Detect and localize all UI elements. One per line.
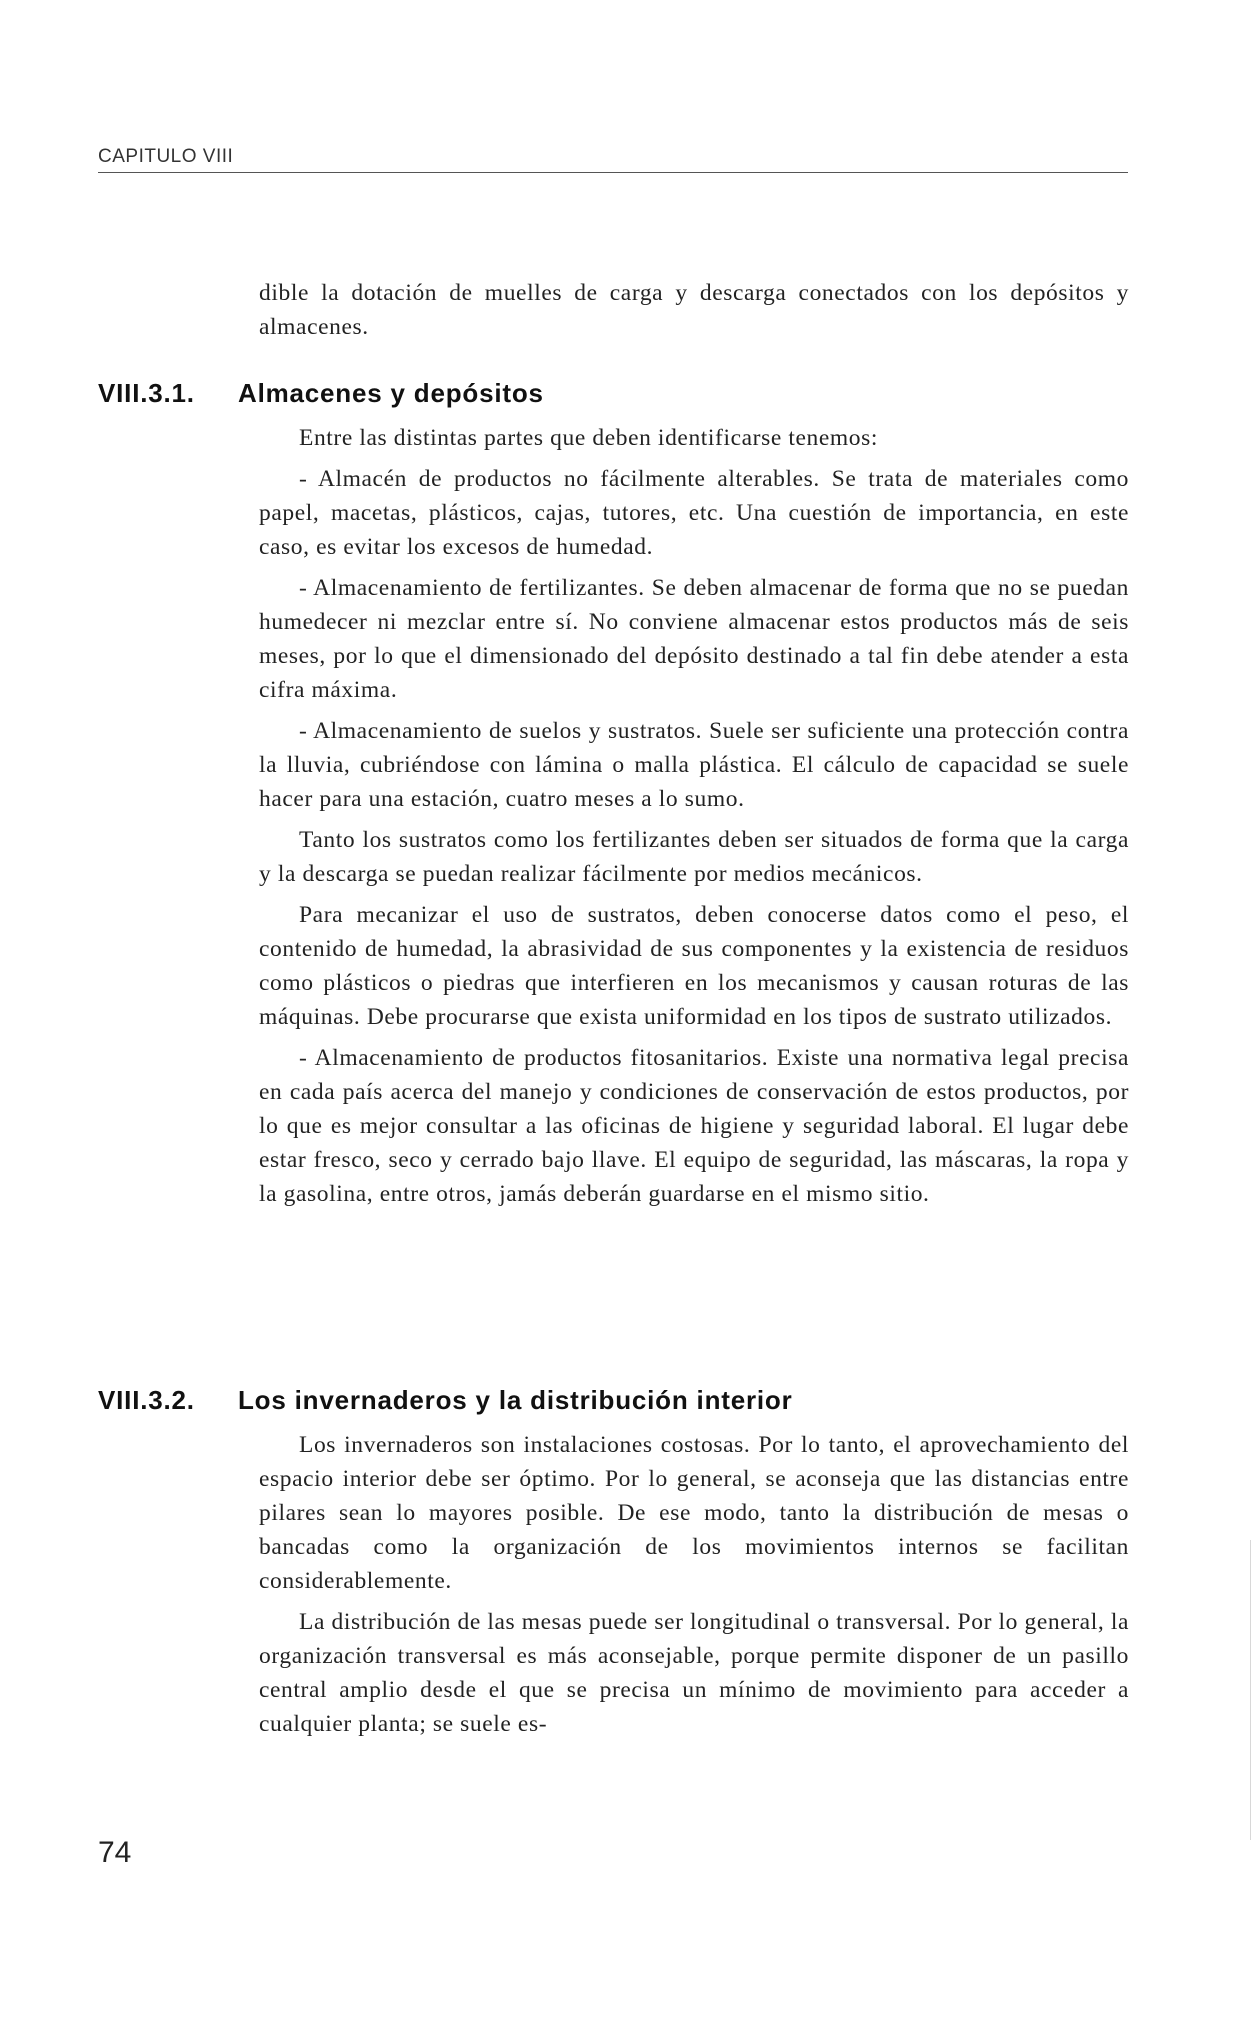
running-head: CAPITULO VIII (98, 146, 234, 167)
paragraph: Entre las distintas partes que deben identificarse tenemos: (299, 425, 878, 451)
section-number: VIII.3.1. (98, 378, 195, 408)
section-1-body (259, 421, 1129, 1211)
page-number: 74 (98, 1836, 132, 1869)
section-2-body (259, 1428, 1129, 1741)
section-heading-1 (98, 378, 544, 409)
section-number: VIII.3.2. (98, 1385, 195, 1415)
intro-text: dible la dotación de muelles de carga y descarga conectados con los depósitos y almacenes. (259, 280, 1129, 340)
section-heading-2 (98, 1385, 793, 1416)
paragraph: - Almacén de productos no fácilmente alterables. Se trata de materiales como papel, macetas, plásticos, cajas, tutores, etc. Una cuestión de importancia, en este caso, es evitar los excesos de humedad. (259, 466, 1129, 560)
intro-paragraph (259, 276, 1129, 344)
paragraph: - Almacenamiento de suelos y sustratos. Suele ser suficiente una protección contra la lluvia, cubriéndose con lámina o malla plástica. El cálculo de capacidad se suele hacer para una estación, cuatro meses a lo sumo. (259, 718, 1129, 812)
paragraph: - Almacenamiento de productos fitosanitarios. Existe una normativa legal precisa en cada país acerca del manejo y condiciones de conservación de estos productos, por lo que es mejor consultar a las oficinas de higiene y seguridad laboral. El lugar debe estar fresco, seco y cerrado bajo llave. El equipo de seguridad, las máscaras, la ropa y la gasolina, entre otros, jamás deberán guardarse en el mismo sitio. (259, 1045, 1129, 1207)
header-rule (98, 172, 1128, 173)
paragraph: La distribución de las mesas puede ser longitudinal o transversal. Por lo general, la organización transversal es más aconsejable, porque permite disponer de un pasillo central amplio desde el que se precisa un mínimo de movimiento para acceder a cualquier planta; se suele es- (259, 1609, 1129, 1737)
paragraph: Los invernaderos son instalaciones costosas. Por lo tanto, el aprovechamiento del espacio interior debe ser óptimo. Por lo general, se aconseja que las distancias entre pilares sean lo mayores posible. De ese modo, tanto la distribución de mesas o bancadas como la organización de los movimientos internos se facilitan considerablemente. (259, 1432, 1129, 1594)
paragraph: - Almacenamiento de fertilizantes. Se deben almacenar de forma que no se puedan humedecer ni mezclar entre sí. No conviene almacenar estos productos más de seis meses, por lo que el dimensionado del depósito destinado a tal fin debe atender a esta cifra máxima. (259, 575, 1129, 703)
section-title: Los invernaderos y la distribución interior (238, 1385, 793, 1415)
paragraph: Para mecanizar el uso de sustratos, deben conocerse datos como el peso, el contenido de humedad, la abrasividad de sus componentes y la existencia de residuos como plásticos o piedras que interfieren en los mecanismos y causan roturas de las máquinas. Debe procurarse que exista uniformidad en los tipos de sustrato utilizados. (259, 902, 1129, 1030)
paragraph: Tanto los sustratos como los fertilizantes deben ser situados de forma que la carga y la descarga se puedan realizar fácilmente por medios mecánicos. (259, 827, 1129, 887)
scan-edge-shadow (1250, 1540, 1251, 1840)
section-title: Almacenes y depósitos (238, 378, 544, 408)
